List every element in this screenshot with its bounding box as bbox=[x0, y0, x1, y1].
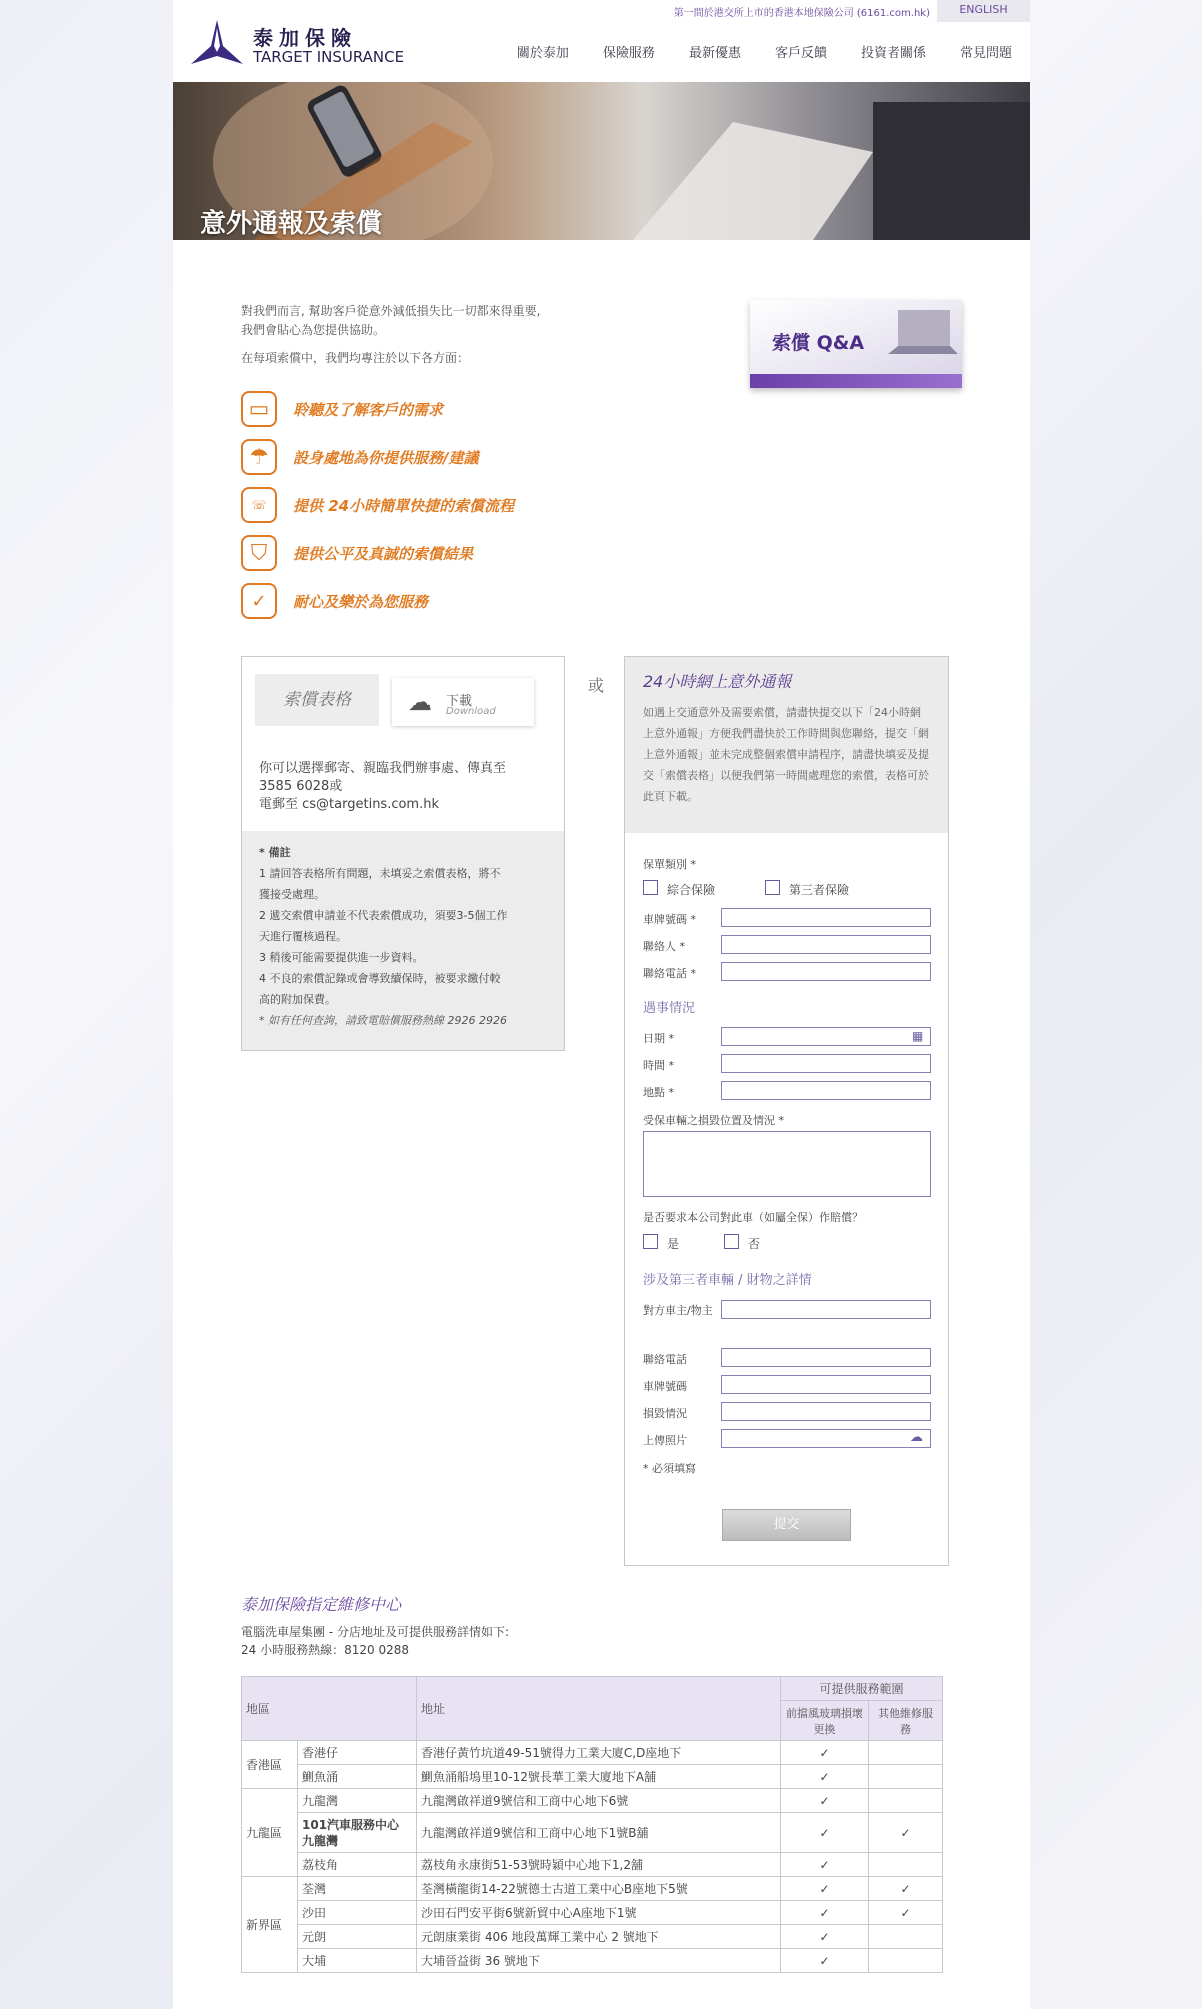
features-list bbox=[241, 385, 514, 625]
comprehensive-checkbox[interactable] bbox=[643, 880, 658, 895]
address-cell: 元朗康業街 406 地段萬輝工業中心 2 號地下 bbox=[417, 1925, 781, 1949]
glass-cell: ✓ bbox=[781, 1925, 869, 1949]
form-header bbox=[625, 657, 948, 833]
third-plate-label: 車牌號碼 bbox=[643, 1380, 687, 1393]
address-cell: 大埔晉益街 36 號地下 bbox=[417, 1949, 781, 1973]
col-glass: 前擋風玻璃損壞更換 bbox=[781, 1701, 869, 1741]
glass-cell: ✓ bbox=[781, 1901, 869, 1925]
feature-item bbox=[241, 529, 514, 577]
district-cell: 荔枝角 bbox=[298, 1853, 417, 1877]
note-line: 高的附加保費。 bbox=[259, 993, 336, 1006]
other-cell: ✓ bbox=[869, 1813, 943, 1853]
logo[interactable] bbox=[189, 18, 409, 72]
third-party-label: 第三者保險 bbox=[789, 883, 850, 897]
form-title: 24小時網上意外通報 bbox=[643, 672, 792, 691]
intro-line-2: 我們會貼心為您提供協助。 bbox=[241, 323, 386, 337]
table-row bbox=[242, 1925, 943, 1949]
repair-desc-line: 電腦洗車屋集團 - 分店地址及可提供服務詳情如下: bbox=[241, 1625, 510, 1639]
third-phone-label: 聯絡電話 bbox=[643, 1353, 687, 1366]
other-cell bbox=[869, 1949, 943, 1973]
qa-label: 索償 Q&A bbox=[772, 332, 865, 354]
claim-info-line: 你可以選擇郵寄、親臨我們辦事處、傳真至 bbox=[259, 761, 507, 776]
english-link[interactable]: ENGLISH bbox=[937, 0, 1030, 22]
feature-label: 耐心及樂於為您服務 bbox=[293, 592, 429, 611]
logo-en: TARGET INSURANCE bbox=[253, 48, 405, 66]
other-cell bbox=[869, 1789, 943, 1813]
calendar-icon[interactable]: ▦ bbox=[912, 1029, 924, 1043]
required-note: * 必須填寫 bbox=[643, 1462, 696, 1475]
date-label: 日期 * bbox=[643, 1032, 674, 1045]
other-cell: ✓ bbox=[869, 1877, 943, 1901]
slogan: 第一間於港交所上市的香港本地保險公司 (6161.com.hk) bbox=[673, 8, 930, 19]
address-cell: 香港仔黃竹坑道49-51號得力工業大廈C,D座地下 bbox=[417, 1741, 781, 1765]
note-line: 3 稍後可能需要提供進一步資料。 bbox=[259, 951, 424, 964]
col-region: 地區 bbox=[242, 1677, 417, 1741]
third-phone-input[interactable] bbox=[721, 1348, 931, 1367]
or-label: 或 bbox=[588, 676, 605, 695]
download-button[interactable] bbox=[392, 678, 534, 726]
address-cell: 沙田石門安平街6號新貿中心A座地下1號 bbox=[417, 1901, 781, 1925]
note-line: 2 遞交索償申請並不代表索償成功，須要3-5個工作 bbox=[259, 909, 508, 922]
region-cell: 新界區 bbox=[242, 1877, 298, 1973]
note-line: 1 請回答表格所有問題，未填妥之索償表格，將不 bbox=[259, 867, 501, 880]
other-cell bbox=[869, 1765, 943, 1789]
cloud-download-icon: ☁ bbox=[408, 688, 432, 716]
repair-hotline: 24 小時服務熱線：8120 0288 bbox=[241, 1643, 409, 1657]
feature-item bbox=[241, 433, 514, 481]
table-row bbox=[242, 1853, 943, 1877]
damage-label: 受保車輛之損毀位置及情況 * bbox=[643, 1114, 784, 1127]
address-cell: 荔枝角永康街51-53號時穎中心地下1,2舖 bbox=[417, 1853, 781, 1877]
shield-icon: ⛉ bbox=[241, 535, 277, 571]
qa-bar bbox=[750, 374, 962, 388]
date-input[interactable] bbox=[721, 1027, 931, 1046]
intro-line-3: 在每項索償中，我們均專注於以下各方面： bbox=[241, 351, 470, 365]
repair-table bbox=[241, 1676, 943, 1973]
contact-label: 聯絡人 * bbox=[643, 940, 685, 953]
chat-bubbles-icon: ▭ bbox=[241, 391, 277, 427]
phone-label: 聯絡電話 * bbox=[643, 967, 696, 980]
table-row bbox=[242, 1765, 943, 1789]
upload-input[interactable] bbox=[721, 1429, 931, 1448]
claims-qa-button[interactable] bbox=[750, 300, 962, 388]
umbrella-icon: ☂ bbox=[241, 439, 277, 475]
compensate-question: 是否要求本公司對此車（如屬全保）作賠償？ bbox=[643, 1211, 863, 1224]
other-cell bbox=[869, 1853, 943, 1877]
glass-cell: ✓ bbox=[781, 1741, 869, 1765]
thumbs-up-icon: ✓ bbox=[241, 583, 277, 619]
notes-hotline: * 如有任何查詢，請致電賠償服務熱線 2926 2926 bbox=[259, 1014, 507, 1027]
contact-input[interactable] bbox=[721, 935, 931, 954]
cloud-upload-icon[interactable]: ☁ bbox=[910, 1430, 923, 1445]
logo-mark-icon bbox=[189, 18, 245, 72]
time-input[interactable] bbox=[721, 1054, 931, 1073]
claim-info-email[interactable]: 電郵至 cs@targetins.com.hk bbox=[259, 797, 440, 812]
plate-input[interactable] bbox=[721, 908, 931, 927]
plate-label: 車牌號碼 * bbox=[643, 913, 696, 926]
claim-form-box bbox=[241, 656, 565, 1051]
nav-faq[interactable]: 常見問題 bbox=[959, 46, 1012, 61]
district-cell: 沙田 bbox=[298, 1901, 417, 1925]
intro-text bbox=[241, 302, 540, 368]
no-checkbox[interactable] bbox=[724, 1234, 739, 1249]
table-row bbox=[242, 1949, 943, 1973]
intro-line-1: 對我們而言, 幫助客戶從意外減低損失比一切都來得重要, bbox=[241, 304, 541, 318]
address-cell: 九龍灣啟祥道9號信和工商中心地下6號 bbox=[417, 1789, 781, 1813]
laptop-icon bbox=[878, 304, 958, 374]
other-cell bbox=[869, 1925, 943, 1949]
glass-cell: ✓ bbox=[781, 1813, 869, 1853]
region-cell: 九龍區 bbox=[242, 1789, 298, 1877]
claim-info-line: 3585 6028或 bbox=[259, 779, 343, 794]
place-label: 地點 * bbox=[643, 1086, 674, 1099]
third-damage-input[interactable] bbox=[721, 1402, 931, 1421]
other-cell: ✓ bbox=[869, 1901, 943, 1925]
policy-type-label: 保單類別 * bbox=[643, 858, 696, 871]
no-label: 否 bbox=[748, 1237, 761, 1251]
district-cell: 鰂魚涌 bbox=[298, 1765, 417, 1789]
24h-phone-icon: ☏ bbox=[241, 487, 277, 523]
claim-notes bbox=[242, 831, 564, 1050]
notes-title: * 備註 bbox=[259, 846, 291, 859]
feature-item bbox=[241, 577, 514, 625]
repair-centres bbox=[241, 1592, 943, 1659]
district-cell: 荃灣 bbox=[298, 1877, 417, 1901]
glass-cell: ✓ bbox=[781, 1877, 869, 1901]
nav-about[interactable]: 關於泰加 bbox=[516, 46, 569, 61]
region-cell: 香港區 bbox=[242, 1741, 298, 1789]
table-row bbox=[242, 1813, 943, 1853]
glass-cell: ✓ bbox=[781, 1853, 869, 1877]
third-party-checkbox[interactable] bbox=[765, 880, 780, 895]
note-line: 4 不良的索償記錄或會導致續保時，被要求繳付較 bbox=[259, 972, 501, 985]
third-plate-input[interactable] bbox=[721, 1375, 931, 1394]
feature-label: 設身處地為你提供服務/建議 bbox=[293, 448, 479, 467]
banner-title: 意外通報及索償 bbox=[200, 209, 383, 239]
submit-button[interactable]: 提交 bbox=[722, 1509, 851, 1541]
district-cell: 香港仔 bbox=[298, 1741, 417, 1765]
accident-section-title: 遇事情況 bbox=[643, 1001, 696, 1016]
claim-info bbox=[259, 760, 549, 814]
upload-label: 上傳照片 bbox=[643, 1434, 687, 1447]
nav-offers[interactable]: 最新優惠 bbox=[688, 46, 741, 61]
nav-feedback[interactable]: 客戶反饋 bbox=[774, 46, 827, 61]
note-line: 天進行覆核過程。 bbox=[259, 930, 347, 943]
col-scope: 可提供服務範圍 bbox=[781, 1677, 943, 1701]
col-address: 地址 bbox=[417, 1677, 781, 1741]
download-label-en: Download bbox=[446, 706, 496, 717]
feature-label: 提供 24小時簡單快捷的索償流程 bbox=[293, 496, 515, 515]
district-cell: 元朗 bbox=[298, 1925, 417, 1949]
district-cell: 九龍灣 bbox=[298, 1789, 417, 1813]
download-label: 下載 bbox=[446, 694, 473, 709]
form-description: 如遇上交通意外及需要索償，請盡快提交以下「24小時網上意外通報」方便我們盡快於工作時間與您聯絡，提交「網上意外通報」並未完成整個索償申請程序，請盡快填妥及提交「索償表格」以便我們第一時間處理您的索償，表格可於此頁下載。 bbox=[643, 706, 929, 803]
place-input[interactable] bbox=[721, 1081, 931, 1100]
banner bbox=[173, 82, 1030, 240]
table-row bbox=[242, 1789, 943, 1813]
glass-cell: ✓ bbox=[781, 1765, 869, 1789]
comprehensive-label: 綜合保險 bbox=[667, 883, 716, 897]
glass-cell: ✓ bbox=[781, 1949, 869, 1973]
note-line: 獲接受處理。 bbox=[259, 888, 325, 901]
feature-item bbox=[241, 481, 514, 529]
logo-cn: 泰加保險 bbox=[253, 26, 357, 50]
feature-label: 提供公平及真誠的索償結果 bbox=[293, 544, 474, 563]
district-cell: 101汽車服務中心 九龍灣 bbox=[298, 1813, 417, 1853]
main-nav bbox=[517, 42, 1012, 61]
nav-investors[interactable]: 投資者關係 bbox=[860, 46, 926, 61]
phone-input[interactable] bbox=[721, 962, 931, 981]
claim-form-tab[interactable]: 索償表格 bbox=[255, 674, 379, 726]
table-row bbox=[242, 1741, 943, 1765]
col-other: 其他維修服務 bbox=[869, 1701, 943, 1741]
damage-textarea[interactable] bbox=[643, 1131, 931, 1197]
feature-label: 聆聽及了解客戶的需求 bbox=[293, 400, 444, 419]
third-damage-label: 損毀情況 bbox=[643, 1407, 687, 1420]
glass-cell: ✓ bbox=[781, 1789, 869, 1813]
table-row bbox=[242, 1877, 943, 1901]
time-label: 時間 * bbox=[643, 1059, 674, 1072]
owner-input[interactable] bbox=[721, 1300, 931, 1319]
nav-services[interactable]: 保險服務 bbox=[602, 46, 655, 61]
online-report-form bbox=[624, 656, 949, 1566]
repair-title: 泰加保險指定維修中心 bbox=[241, 1595, 402, 1614]
address-cell: 鰂魚涌船塢里10-12號長華工業大廈地下A舖 bbox=[417, 1765, 781, 1789]
table-row bbox=[242, 1901, 943, 1925]
owner-label: 對方車主/物主 bbox=[643, 1304, 713, 1317]
feature-item bbox=[241, 385, 514, 433]
address-cell: 九龍灣啟祥道9號信和工商中心地下1號B舖 bbox=[417, 1813, 781, 1853]
yes-checkbox[interactable] bbox=[643, 1234, 658, 1249]
yes-label: 是 bbox=[667, 1237, 680, 1251]
page bbox=[173, 0, 1030, 2009]
district-cell: 大埔 bbox=[298, 1949, 417, 1973]
repair-desc bbox=[241, 1623, 943, 1659]
other-cell bbox=[869, 1741, 943, 1765]
address-cell: 荃灣橫龍街14-22號德士古道工業中心B座地下5號 bbox=[417, 1877, 781, 1901]
third-party-section-title: 涉及第三者車輛 / 財物之詳情 bbox=[643, 1273, 812, 1288]
